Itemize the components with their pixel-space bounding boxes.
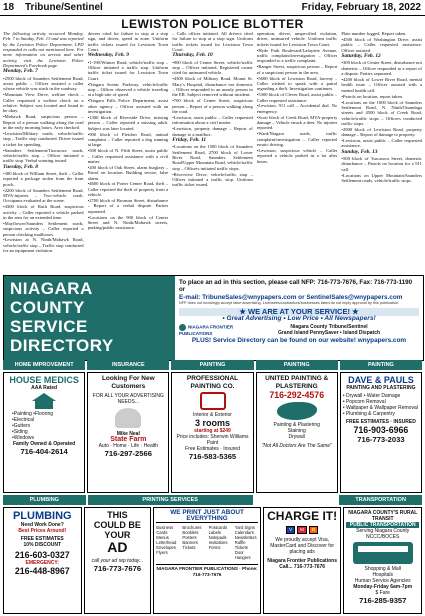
service-item: •Gutters [12,423,31,429]
blotter-entry: drivers cited for failure to stop at a stop sign, and driver, speed in zone. Uniform traffic tickets issued for Lewiston Town Court. [87,31,169,53]
ad-address: Auto · Home · Life · Health [98,443,159,449]
blotter-entry: •2700 block of Bronson Street, disturbance – Report of a verbal dispute. Parties separated. [87,198,169,214]
blotter-columns [3,31,422,271]
blotter-entry: •Riverview Drive, vehicle/traffic stop – Officer initiated a traffic stop. Uniform traffic ticket issued. [172,171,253,188]
category-plumbing: PLUMBING [3,495,86,505]
ads-row-top [3,372,422,493]
special-offer: 3 rooms [195,418,231,428]
brand-name: State Farm [110,436,147,443]
print-item: Yard Signs [234,525,255,530]
directory-title-line: DIRECTORY [10,336,114,355]
issue-date: Friday, February 18, 2022 [301,2,421,13]
price-details: Price includes: Sherwin Williams Paint [176,434,249,446]
blotter-entry: •Saunders Settlement/Tuscarora roads, vehicle/traffic stop – Officer initiated a traffic stop. Verbal warning issued. [3,147,84,164]
blotter-entry: •Lewiston, 911 call – Accidental dial. No emergency. [256,103,338,114]
category-transportation: TRANSPORTATION [339,495,422,505]
ad-line: AD [107,539,128,555]
category-bar-top [3,360,422,370]
blotter-entry: •5300 block of Clever Road, assist public – Caller requested assistance. [256,92,338,103]
blotter-entry: operation, driver, unspecified violation, driver, uninsured vehicle. Uniform traffic tickets issued for Lewiston Town Court. [256,31,338,47]
ad-line: COULD BE [93,520,141,530]
printing-column [235,525,258,560]
ad-professional-painting[interactable] [171,372,253,493]
estimates-note: FREE ESTIMATES · INSURED [345,419,416,425]
ad-body: We proudly accept Visa, MasterCard and Discover for placing ads [270,537,335,555]
blotter-entry: •1300 block of Riverside Drive, missing person – Caller reported a missing adult. Subject was later located. [87,114,169,131]
category-blank [255,495,338,505]
directory-info [175,276,423,360]
emergency-label: EMERGENCY: [25,560,60,566]
brand-name: Niagara Frontier Publications [267,558,338,564]
blotter-entry: •300 block of Center Street, disturbance not domestic – Officer responded to a report of a dispute. Parties separated. [341,60,422,76]
insured-note: Free Estimates · Insured [185,446,240,452]
print-item: Forms [208,545,221,550]
print-item: Notepads [208,535,227,540]
ad-line: THIS [107,510,128,520]
blotter-entry: •4300 block of Military Road, Mount St. Mary's Hospital, disturbance not domestic – Officer responded to an unruly person in the ER. Subject removed without incident. [172,76,253,98]
blotter-entry: •Lewiston, assist public – Caller requested assistance. [341,138,422,149]
blotter-date-heading: Saturday, Feb. 12 [341,52,381,59]
ad-house-medics[interactable] [3,372,85,493]
ad-phone: 216-603-0327 [14,550,70,560]
category-painting: PAINTING [171,360,253,370]
place-ad-text: To place an ad in this section, please call NFP: 716-773-7676, Fax: 716-773-1190 or [179,279,413,294]
ad-this-could-be-yours[interactable] [84,507,152,614]
ad-title: NIAGARA COUNTY'S RURAL TRANSIT [348,510,418,522]
ad-line: Interior & Exterior [193,412,232,418]
blotter-entry: •Mohawk Road, suspicious person – Report of a person walking along the road in the early morning hours. Area checked. [3,114,84,131]
directory-title-line: COUNTY [10,298,85,317]
ad-title: PROFESSIONAL PAINTING CO. [186,375,239,390]
print-item: Brochures [182,525,202,530]
agent-name: Mike Neal [116,431,140,437]
blotter-intro: The following activity occurred Monday, Feb. 7 to Sunday, Feb. 13 and was reported by the Lewiston Police Department. LPD responded to calls not mentioned here. For more information on arrests and other activity, visit the Lewiston Police Department's Facebook page. [3,31,84,69]
blotter-entry: •Lewiston/Military roads, vehicle/traffic stop – Traffic stop conducted. Driver issued a ticket for speeding. [3,130,84,147]
ad-body: FOR ALL YOUR ADVERTISING NEEDS... [92,393,164,405]
house-icon [29,393,59,409]
ad-footer: Family Owned & Operated [12,441,76,447]
ad-phone-alt: 716-773-2033 [357,435,405,444]
ad-title: DAVE & PAULS [348,375,414,385]
blotter-entry: •Locations on Upper Mountain/Saunders Settlement roads, vehicle/traffic stops. [341,172,422,184]
blotter-entry: •Lewiston, assist public – Caller requested information about a civil matter. [172,114,253,126]
estimates-note: FREE ESTIMATES [20,536,64,542]
ad-line: YOUR [104,530,131,540]
service-item: •Windows [12,435,35,441]
service-item: Staining [287,428,306,434]
publisher-line: Niagara County Tribune/Sentinel [290,323,368,330]
publisher-row [179,324,419,336]
blotter-entry: •700 block of Center Street, suspicious person – Report of a person walking along the road. [172,98,253,114]
print-item: Flyers [156,550,168,555]
directory-title [4,276,175,360]
ad-title: Looking For New Customers [101,375,155,390]
blotter-entry: •Hyde Park Boulevard/Lafayette Avenue, traffic complaint/investigation – Officer responded to a traffic complaint. [256,47,338,64]
service-item: Painting & Plastering [273,422,320,428]
ad-insurance[interactable] [87,372,169,493]
blotter-entry: •500 block of Tuscarora Street, domestic disturbance – Patrols on location for a 911 call. [341,156,422,172]
ad-cta: call your ad rep today... [91,558,144,564]
print-item: Postcards [208,525,228,530]
blotter-date-heading: Wednesday, Feb. 9 [87,52,129,59]
destination: Shopping & Mall [364,566,401,572]
destination: Hospitals [372,572,394,578]
email-contact[interactable]: E-mail: TribuneSales@wnypapers.com or SentinelSales@wnypapers.com [179,293,403,301]
blotter-entry: – Calls officer initiated. All drivers cited for failure to stop at a stop sign. Uniform traffic tickets issued for Lewiston Town Court. [172,31,253,53]
directory-title-line: SERVICE [10,317,88,336]
blotter-column-1 [3,31,84,271]
ad-title: UNITED PAINTING & PLASTERING [265,375,329,390]
service-item: Drywall [288,434,305,440]
visa-icon: V [286,526,295,534]
ad-phone: 716-404-2614 [20,447,68,456]
ad-subtitle: PUBLIC TRANSPORTATION [346,522,419,528]
blotter-entry: •Ward/Niagara roads, traffic complaint/investigation – Caller reported erratic driving. [256,131,338,148]
directory-title-line: NIAGARA [10,279,93,298]
blotter-entry: •Niagara Falls Police Department, assist other agency – Officer assisted with an investigation. [87,98,169,114]
blotter-entry: •2900 block of Lewiston Road, property damage – Report of damage to property. [341,126,422,138]
service-item: •Painting •Flooring [12,411,54,417]
print-item: Menus [156,535,169,540]
blotter-date-heading: Friday, Feb. 11 [172,136,207,143]
publisher-line: Grand Island PennySaver • Island Dispatch [277,329,381,336]
blotter-date-heading: Monday, Feb. 7 [3,68,38,75]
blotter-column-5 [341,31,422,271]
printing-list [156,525,258,560]
ad-slogan: "Not All Doctors Are The Same" [261,443,332,449]
print-item: Banners [182,540,199,545]
category-painting: PAINTING [340,360,422,370]
service-item: • Wallpaper & Wallpaper Removal [342,405,418,411]
ad-subtitle: PAINTING AND PLASTERING [346,385,416,391]
print-item: Labels [208,530,221,535]
service-area: Serving Niagara County NCCC/BOCES [356,528,410,540]
blotter-entry: •4300 block of Ruth Road, suspicious activity – Caller reported a vehicle parked in the area for an extended time. [3,204,84,220]
ad-headline: CHARGE IT! [267,509,338,523]
ad-printing-services[interactable] [153,507,261,614]
article-headline: LEWISTON POLICE BLOTTER [121,17,304,31]
service-item: • Plumbing & Carpentry [342,411,395,417]
blotter-entry: •300 block of William Street, theft – Caller reported a package stolen from the front porch. [3,170,84,187]
ad-title: HOUSE MEDICS [9,375,79,385]
print-item: Posters [182,535,197,540]
ad-phone: 716-773-7676 [93,564,142,573]
print-item: Newsletters [234,535,257,540]
print-item: Booklets [182,530,199,535]
blotter-entry: •500 block of N. Fifth Street, assist public – Caller requested assistance with a civil matter. [87,148,169,164]
blotter-entry: •4600 block of Porter Center Road, theft – Caller reported the theft of property from a vehicle. [87,181,169,198]
service-hours: Monday-Friday 6am-7pm [353,584,413,590]
ad-headline: WE PRINT JUST ABOUT EVERYTHING [156,510,258,523]
blotter-entry: •Locations on the 900 block of Center Street and N. Ninth/Mohawk streets, parking/public assistance. [87,214,169,231]
category-bar-bottom [3,495,422,505]
ad-charge-it[interactable] [263,507,342,614]
website-line[interactable]: PLUS! Service Directory can be found on our website! wnypapers.com [191,336,407,344]
discover-icon: D [309,526,318,534]
category-insurance: INSURANCE [87,360,169,370]
ad-phone: 716-903-6966 [353,425,409,435]
paint-splash-icon [277,402,317,420]
print-item: Calendars [234,530,254,535]
services-list [6,411,82,441]
publisher-list [239,324,419,336]
services-list [343,393,419,417]
blotter-entry: •5600 block of Lewiston Road, larceny – Caller wished to speak with a patrol regarding a theft. Investigation continues. [256,75,338,92]
blotter-entry: •Niagara Scenic Parkway, vehicle/traffic stop – Officer observed a vehicle traveling at a high rate of speed. [87,81,169,98]
service-banner: ★ WE ARE AT YOUR SERVICE! ★ [179,308,419,316]
blotter-entry: •4200 block of Lower River Road, mental health issue – Officer assisted with a mental health call. [341,76,422,93]
ad-phone: 716-297-2566 [104,449,152,458]
ad-question: Need Work Done? [20,522,64,528]
blotter-entry: •Lewiston, property damage – Report of damage to a mailbox. [172,126,253,137]
service-item: • Popcorn Removal [342,399,386,405]
blotter-entry: •Mayflower/Saunders Settlement roads, suspicious activity – Caller reported a person checking mailboxes. [3,220,84,237]
publisher-logo: NIAGARA FRONTIER PUBLICATIONS [179,324,234,336]
print-item: Door Hangers [234,550,251,560]
agent-photo [115,408,141,428]
publisher-logo-icon [179,324,186,331]
print-item: Raffle Tickets [234,540,248,550]
ad-footer: NIAGARA FRONTIER PUBLICATIONS · Phone: 716-773-7676 [156,566,258,577]
print-item: Letterhead [156,540,177,545]
printing-column [209,525,232,560]
ad-tagline: Best Prices Around! [18,528,67,534]
category-printing-services: PRINTING SERVICES [88,495,253,505]
fine-print: NFP does not knowingly accept false advertising. Licensees/contractors/businesses listed do not imply approval by this publication. [179,301,400,306]
blotter-column-3 [172,31,253,271]
print-item: Business Cards [156,525,174,535]
blotter-entry: •1-190/Witmer Road, vehicle/traffic stop – Officer initiated a traffic stop. Uniform traffic ticket issued for Lewiston Town Court. [87,59,169,81]
mastercard-icon: M [297,526,307,534]
blotter-entry: •Mountain View Drive, welfare check – Caller requested a welfare check on a relative. Subject was located and found to be okay. [3,92,84,114]
service-item: •Electrical [12,417,35,423]
ad-united-painting[interactable] [256,372,338,493]
blotter-entry: •Lewiston at N. Ninth/Mohawk Road, vehicle/traffic stop – Traffic stop conducted for an equipment violation. [3,237,84,254]
blotter-entry: •Scott block of Creek Road, MVA-property damage – Vehicle struck a deer. No injuries reported. [256,114,338,131]
blotter-entry: Plate number logged. Report taken. [341,31,407,36]
blotter-entry: •900 block of Fletcher Road, animal complaint – Caller reported a dog running at large. [87,131,169,148]
bus-icon [353,542,413,564]
blotter-entry: •900 block of Center Street, vehicle/traffic stop – Officer initiated. Registered owner cited for uninsured vehicle. [172,59,253,76]
printing-column [156,525,179,560]
fare: $ Fare [375,590,390,596]
blotter-entry: •200 block of Oak Street, alarm burglary – Patrol on location. Building secure, false alarm. [87,164,169,181]
printing-column [182,525,205,560]
print-item: Envelopes [156,545,176,550]
ad-subtitle: AAA Rated [31,385,58,391]
publication-name: Tribune/Sentinel [25,2,103,13]
ad-rural-transit[interactable] [343,507,422,614]
page-header [0,0,425,16]
category-painting: PAINTING [256,360,338,370]
blotter-entry: •Locations on the 1500 block of Saunders Settlement Road, 2700 block of Lower River Road, Saunders Settlement Road/Upper Mountain Road, vehicle/traffic stop – Officers initiated traffic stops. [172,144,253,171]
ad-dave-pauls[interactable] [340,372,422,493]
ad-phone: 716-583-5365 [188,452,237,461]
ad-phone-emergency: 216-448-8967 [14,566,70,576]
blotter-entry: •Patrols on location, report taken. [341,93,403,99]
service-directory-banner [3,275,424,361]
blotter-entry: •Locations on the 1000 block of Saunders Settlement Road, N. Ninth/Onondaga streets and 4500 block of Creek Road, vehicle/traffic stops – Officers conducted traffic stops. [341,99,422,126]
print-item: Invitations [208,540,228,545]
service-item: • Drywall • Water Damage [342,393,401,399]
service-item: •Siding [12,429,28,435]
paint-roller-icon [200,392,226,410]
blotter-entry: •2200 block of Saunders Settlement Road, MVA-injuries – Two-vehicle crash. Occupants evaluated at the scene. [3,187,84,204]
blotter-date-heading: Thursday, Feb. 10 [172,52,213,59]
ad-phone: 716-285-9357 [359,596,407,605]
blotter-entry: •Ranger Street, suspicious person – Report of a suspicious person in the area. [256,64,338,75]
category-home-improvement: HOME IMPROVEMENT [3,360,85,370]
page-number: 18 [3,2,15,13]
blotter-column-2 [88,31,169,271]
blotter-date-heading: Sunday, Feb. 13 [341,148,378,155]
blotter-entry: •2500 block of Saunders Settlement Road, assist public – Officer assisted a caller whose vehicle was stuck in the roadway. [3,75,84,92]
blotter-entry: •4500 block of Washington Drive, assist public – Caller requested assistance. Officer assisted. [341,36,422,53]
ads-row-bottom [3,507,422,614]
blotter-entry: •Lewiston, suspicious vehicle – Caller reported a vehicle parked in a lot after hours. [256,147,338,164]
ad-phone: Call... 716-773-7676 [279,564,326,570]
print-item: Tickets [182,545,196,550]
destination: Human Service Agencies [354,578,411,584]
card-icons [266,526,339,534]
tagline: • Great Advertising • Low Price • All Newspapers! [222,314,376,322]
blotter-date-heading: Tuesday, Feb. 8 [3,163,38,170]
price: starting at $249 [194,428,231,434]
discount: 10% DISCOUNT [23,542,62,548]
ad-title: PLUMBING [12,510,72,522]
ad-phone: 716-292-4576 [269,390,325,400]
ad-plumbing[interactable] [3,507,82,614]
blotter-column-4 [257,31,338,271]
